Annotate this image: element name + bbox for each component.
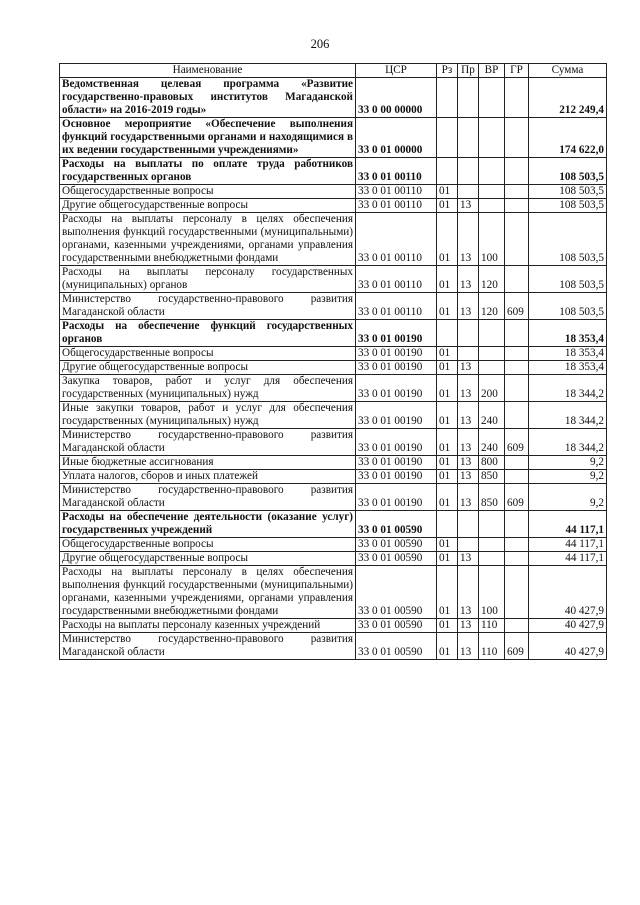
row-sum: 18 353,4 [529, 361, 607, 375]
row-pr: 13 [458, 484, 479, 511]
row-pr: 13 [458, 402, 479, 429]
table-row [60, 78, 607, 118]
row-vr [479, 199, 505, 213]
row-csr: 33 0 01 00590 [356, 633, 437, 660]
row-name: Иные закупки товаров, работ и услуг для обеспечения государственных (муниципальных) нужд [60, 402, 356, 429]
row-name: Другие общегосударственные вопросы [60, 361, 356, 375]
header-rz: Рз [437, 64, 458, 78]
row-name: Иные бюджетные ассигнования [60, 456, 356, 470]
row-vr [479, 158, 505, 185]
row-csr: 33 0 01 00110 [356, 293, 437, 320]
row-gr [505, 118, 529, 158]
row-gr: 609 [505, 484, 529, 511]
header-gr: ГР [505, 64, 529, 78]
header-csr: ЦСР [356, 64, 437, 78]
row-vr: 240 [479, 402, 505, 429]
row-sum: 44 117,1 [529, 538, 607, 552]
row-csr: 33 0 01 00190 [356, 470, 437, 484]
row-sum: 108 503,5 [529, 185, 607, 199]
row-vr [479, 320, 505, 347]
header-pr: Пр [458, 64, 479, 78]
row-pr [458, 118, 479, 158]
budget-table [59, 63, 607, 660]
row-sum: 40 427,9 [529, 633, 607, 660]
row-csr: 33 0 01 00190 [356, 375, 437, 402]
row-vr: 100 [479, 566, 505, 619]
row-gr [505, 375, 529, 402]
row-name: Министерство государственно-правового развития Магаданской области [60, 293, 356, 320]
row-rz: 01 [437, 619, 458, 633]
row-csr: 33 0 01 00590 [356, 619, 437, 633]
table-row [60, 484, 607, 511]
row-csr: 33 0 01 00590 [356, 538, 437, 552]
row-gr [505, 78, 529, 118]
row-name: Расходы на выплаты персоналу в целях обеспечения выполнения функций государственными (муниципальными) органами, казенными учреждениями, органами управления государственными внебюджетными фондами [60, 213, 356, 266]
row-pr: 13 [458, 375, 479, 402]
row-name: Общегосударственные вопросы [60, 185, 356, 199]
row-rz: 01 [437, 456, 458, 470]
row-csr: 33 0 01 00190 [356, 361, 437, 375]
table-row [60, 158, 607, 185]
row-csr: 33 0 01 00110 [356, 185, 437, 199]
table-row [60, 266, 607, 293]
row-sum: 212 249,4 [529, 78, 607, 118]
header-row [60, 64, 607, 78]
row-name: Другие общегосударственные вопросы [60, 199, 356, 213]
row-csr: 33 0 01 00190 [356, 347, 437, 361]
row-gr [505, 320, 529, 347]
row-sum: 44 117,1 [529, 511, 607, 538]
row-pr: 13 [458, 566, 479, 619]
row-pr [458, 158, 479, 185]
table-body [60, 78, 607, 660]
row-rz [437, 78, 458, 118]
row-pr: 13 [458, 633, 479, 660]
row-name: Другие общегосударственные вопросы [60, 552, 356, 566]
row-sum: 18 353,4 [529, 320, 607, 347]
row-sum: 40 427,9 [529, 619, 607, 633]
row-vr [479, 361, 505, 375]
table-row [60, 470, 607, 484]
row-rz: 01 [437, 347, 458, 361]
row-pr: 13 [458, 552, 479, 566]
row-csr: 33 0 01 00110 [356, 213, 437, 266]
row-gr [505, 566, 529, 619]
row-rz [437, 158, 458, 185]
table-row [60, 375, 607, 402]
row-csr: 33 0 01 00110 [356, 199, 437, 213]
row-rz [437, 320, 458, 347]
row-vr: 240 [479, 429, 505, 456]
table-row [60, 633, 607, 660]
row-pr [458, 185, 479, 199]
row-sum: 18 344,2 [529, 375, 607, 402]
row-rz: 01 [437, 361, 458, 375]
row-gr [505, 361, 529, 375]
row-csr: 33 0 00 00000 [356, 78, 437, 118]
row-rz: 01 [437, 199, 458, 213]
row-pr [458, 538, 479, 552]
row-rz: 01 [437, 266, 458, 293]
row-pr [458, 347, 479, 361]
row-sum: 40 427,9 [529, 566, 607, 619]
row-rz: 01 [437, 293, 458, 320]
row-csr: 33 0 01 00190 [356, 484, 437, 511]
row-gr: 609 [505, 633, 529, 660]
table-row [60, 402, 607, 429]
header-vr: ВР [479, 64, 505, 78]
row-csr: 33 0 01 00110 [356, 158, 437, 185]
row-rz: 01 [437, 538, 458, 552]
row-pr: 13 [458, 361, 479, 375]
row-name: Расходы на обеспечение деятельности (оказание услуг) государственных учреждений [60, 511, 356, 538]
row-gr [505, 402, 529, 429]
row-rz [437, 511, 458, 538]
row-gr: 609 [505, 293, 529, 320]
row-rz: 01 [437, 484, 458, 511]
row-name: Расходы на выплаты персоналу казенных учреждений [60, 619, 356, 633]
row-csr: 33 0 01 00190 [356, 320, 437, 347]
row-pr: 13 [458, 619, 479, 633]
row-name: Общегосударственные вопросы [60, 347, 356, 361]
row-sum: 108 503,5 [529, 158, 607, 185]
row-name: Министерство государственно-правового развития Магаданской области [60, 429, 356, 456]
row-sum: 9,2 [529, 470, 607, 484]
row-csr: 33 0 01 00110 [356, 266, 437, 293]
row-gr [505, 185, 529, 199]
row-pr: 13 [458, 456, 479, 470]
header-name: Наименование [60, 64, 356, 78]
row-vr: 850 [479, 484, 505, 511]
row-rz [437, 118, 458, 158]
row-sum: 108 503,5 [529, 293, 607, 320]
row-sum: 18 344,2 [529, 402, 607, 429]
row-gr [505, 619, 529, 633]
row-pr: 13 [458, 429, 479, 456]
row-vr: 850 [479, 470, 505, 484]
table-row [60, 320, 607, 347]
table-row [60, 361, 607, 375]
table-row [60, 552, 607, 566]
row-rz: 01 [437, 470, 458, 484]
row-gr [505, 158, 529, 185]
row-vr: 100 [479, 213, 505, 266]
row-vr [479, 78, 505, 118]
row-sum: 108 503,5 [529, 199, 607, 213]
row-pr: 13 [458, 199, 479, 213]
row-pr: 13 [458, 470, 479, 484]
row-vr: 110 [479, 633, 505, 660]
row-name: Расходы на выплаты персоналу государственных (муниципальных) органов [60, 266, 356, 293]
table-row [60, 199, 607, 213]
row-vr [479, 511, 505, 538]
row-vr [479, 552, 505, 566]
table-row [60, 429, 607, 456]
row-name: Расходы на выплаты персоналу в целях обеспечения выполнения функций государственными (муниципальными) органами, казенными учреждениями, органами управления государственными внебюджетными фондами [60, 566, 356, 619]
row-sum: 108 503,5 [529, 213, 607, 266]
row-vr [479, 347, 505, 361]
row-gr [505, 347, 529, 361]
row-vr: 110 [479, 619, 505, 633]
row-rz: 01 [437, 185, 458, 199]
row-csr: 33 0 01 00190 [356, 402, 437, 429]
table-row [60, 347, 607, 361]
row-sum: 44 117,1 [529, 552, 607, 566]
row-name: Уплата налогов, сборов и иных платежей [60, 470, 356, 484]
row-csr: 33 0 01 00190 [356, 429, 437, 456]
table-row [60, 185, 607, 199]
page-number: 206 [310, 37, 330, 51]
row-csr: 33 0 01 00590 [356, 566, 437, 619]
row-csr: 33 0 01 00190 [356, 456, 437, 470]
row-vr [479, 538, 505, 552]
row-pr [458, 78, 479, 118]
table-row [60, 456, 607, 470]
row-name: Общегосударственные вопросы [60, 538, 356, 552]
row-pr: 13 [458, 213, 479, 266]
row-vr [479, 118, 505, 158]
row-pr: 13 [458, 293, 479, 320]
row-sum: 174 622,0 [529, 118, 607, 158]
row-rz: 01 [437, 566, 458, 619]
row-name: Основное мероприятие «Обеспечение выполнения функций государственными органами и находящимися в их ведении государственными учреждениями» [60, 118, 356, 158]
row-name: Министерство государственно-правового развития Магаданской области [60, 633, 356, 660]
table-row [60, 566, 607, 619]
row-gr [505, 266, 529, 293]
row-csr: 33 0 01 00590 [356, 552, 437, 566]
row-name: Расходы на выплаты по оплате труда работников государственных органов [60, 158, 356, 185]
row-gr [505, 538, 529, 552]
row-rz: 01 [437, 375, 458, 402]
table-row [60, 213, 607, 266]
row-name: Закупка товаров, работ и услуг для обеспечения государственных (муниципальных) нужд [60, 375, 356, 402]
row-gr: 609 [505, 429, 529, 456]
row-sum: 18 353,4 [529, 347, 607, 361]
row-vr: 120 [479, 266, 505, 293]
row-gr [505, 511, 529, 538]
row-sum: 9,2 [529, 456, 607, 470]
row-csr: 33 0 01 00000 [356, 118, 437, 158]
row-sum: 108 503,5 [529, 266, 607, 293]
table-row [60, 293, 607, 320]
row-pr [458, 320, 479, 347]
row-rz: 01 [437, 402, 458, 429]
table-row [60, 538, 607, 552]
row-name: Расходы на обеспечение функций государственных органов [60, 320, 356, 347]
row-name: Министерство государственно-правового развития Магаданской области [60, 484, 356, 511]
table-row [60, 511, 607, 538]
row-sum: 18 344,2 [529, 429, 607, 456]
row-pr: 13 [458, 266, 479, 293]
row-sum: 9,2 [529, 484, 607, 511]
row-vr: 200 [479, 375, 505, 402]
row-gr [505, 470, 529, 484]
row-rz: 01 [437, 633, 458, 660]
row-gr [505, 456, 529, 470]
table-row [60, 118, 607, 158]
row-gr [505, 199, 529, 213]
header-sum: Сумма [529, 64, 607, 78]
row-rz: 01 [437, 552, 458, 566]
table-row [60, 619, 607, 633]
row-rz: 01 [437, 213, 458, 266]
row-vr [479, 185, 505, 199]
row-vr: 120 [479, 293, 505, 320]
row-rz: 01 [437, 429, 458, 456]
row-csr: 33 0 01 00590 [356, 511, 437, 538]
row-name: Ведомственная целевая программа «Развитие государственно-правовых институтов Магаданской области» на 2016-2019 годы» [60, 78, 356, 118]
row-vr: 800 [479, 456, 505, 470]
row-gr [505, 552, 529, 566]
row-pr [458, 511, 479, 538]
row-gr [505, 213, 529, 266]
